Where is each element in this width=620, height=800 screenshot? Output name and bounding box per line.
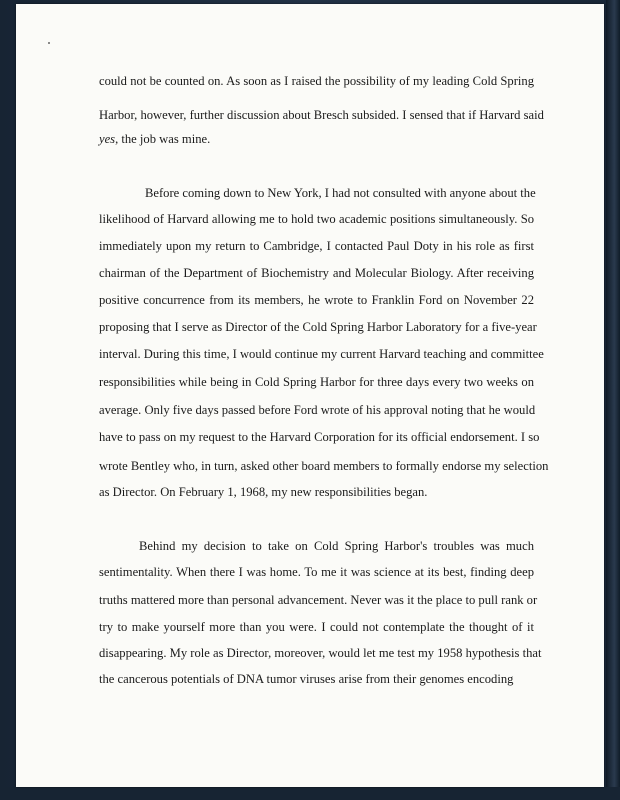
text-line: Behind my decision to take on Cold Spring Harbor's troubles was much	[139, 539, 534, 553]
text-line: sentimentality. When there I was home. To me it was science at its best, finding deep	[99, 565, 534, 579]
text-line: Before coming down to New York, I had not consulted with anyone about the	[145, 186, 536, 200]
text-line: proposing that I serve as Director of the Cold Spring Harbor Laboratory for a five-year	[99, 320, 537, 334]
text-line: immediately upon my return to Cambridge, I contacted Paul Doty in his role as first	[99, 239, 534, 253]
text-line: average. Only five days passed before Ford wrote of his approval noting that he would	[99, 403, 536, 417]
text-line: have to pass on my request to the Harvard Corporation for its official endorsement. I so	[99, 430, 540, 444]
text-fragment: , the job was mine.	[115, 132, 211, 146]
text-line: try to make yourself more than you were. I could not contemplate the thought of it	[99, 620, 534, 634]
scanner-bottom-edge	[0, 787, 620, 800]
scanner-edge	[606, 0, 620, 800]
page-speck	[48, 42, 50, 44]
text-line: disappearing. My role as Director, moreover, would let me test my 1958 hypothesis that	[99, 646, 542, 660]
text-line: the cancerous potentials of DNA tumor viruses arise from their genomes encoding	[99, 672, 514, 686]
text-line: as Director. On February 1, 1968, my new responsibilities began.	[99, 485, 428, 499]
text-line: could not be counted on. As soon as I raised the possibility of my leading Cold Spring	[99, 74, 534, 88]
text-line: interval. During this time, I would continue my current Harvard teaching and committee	[99, 347, 544, 361]
text-line: wrote Bentley who, in turn, asked other board members to formally endorse my selection	[99, 459, 549, 473]
text-line	[99, 132, 210, 147]
text-line: positive concurrence from its members, he wrote to Franklin Ford on November 22	[99, 293, 534, 307]
text-line: likelihood of Harvard allowing me to hold two academic positions simultaneously. So	[99, 212, 534, 226]
text-line: Harbor, however, further discussion about Bresch subsided. I sensed that if Harvard said	[99, 108, 544, 122]
manuscript-page	[16, 4, 604, 787]
text-line: chairman of the Department of Biochemistry and Molecular Biology. After receiving	[99, 266, 534, 280]
text-line: truths mattered more than personal advancement. Never was it the place to pull rank or	[99, 593, 538, 607]
text-line: responsibilities while being in Cold Spring Harbor for three days every two weeks on	[99, 375, 534, 389]
emphasized-word: yes	[99, 132, 116, 146]
